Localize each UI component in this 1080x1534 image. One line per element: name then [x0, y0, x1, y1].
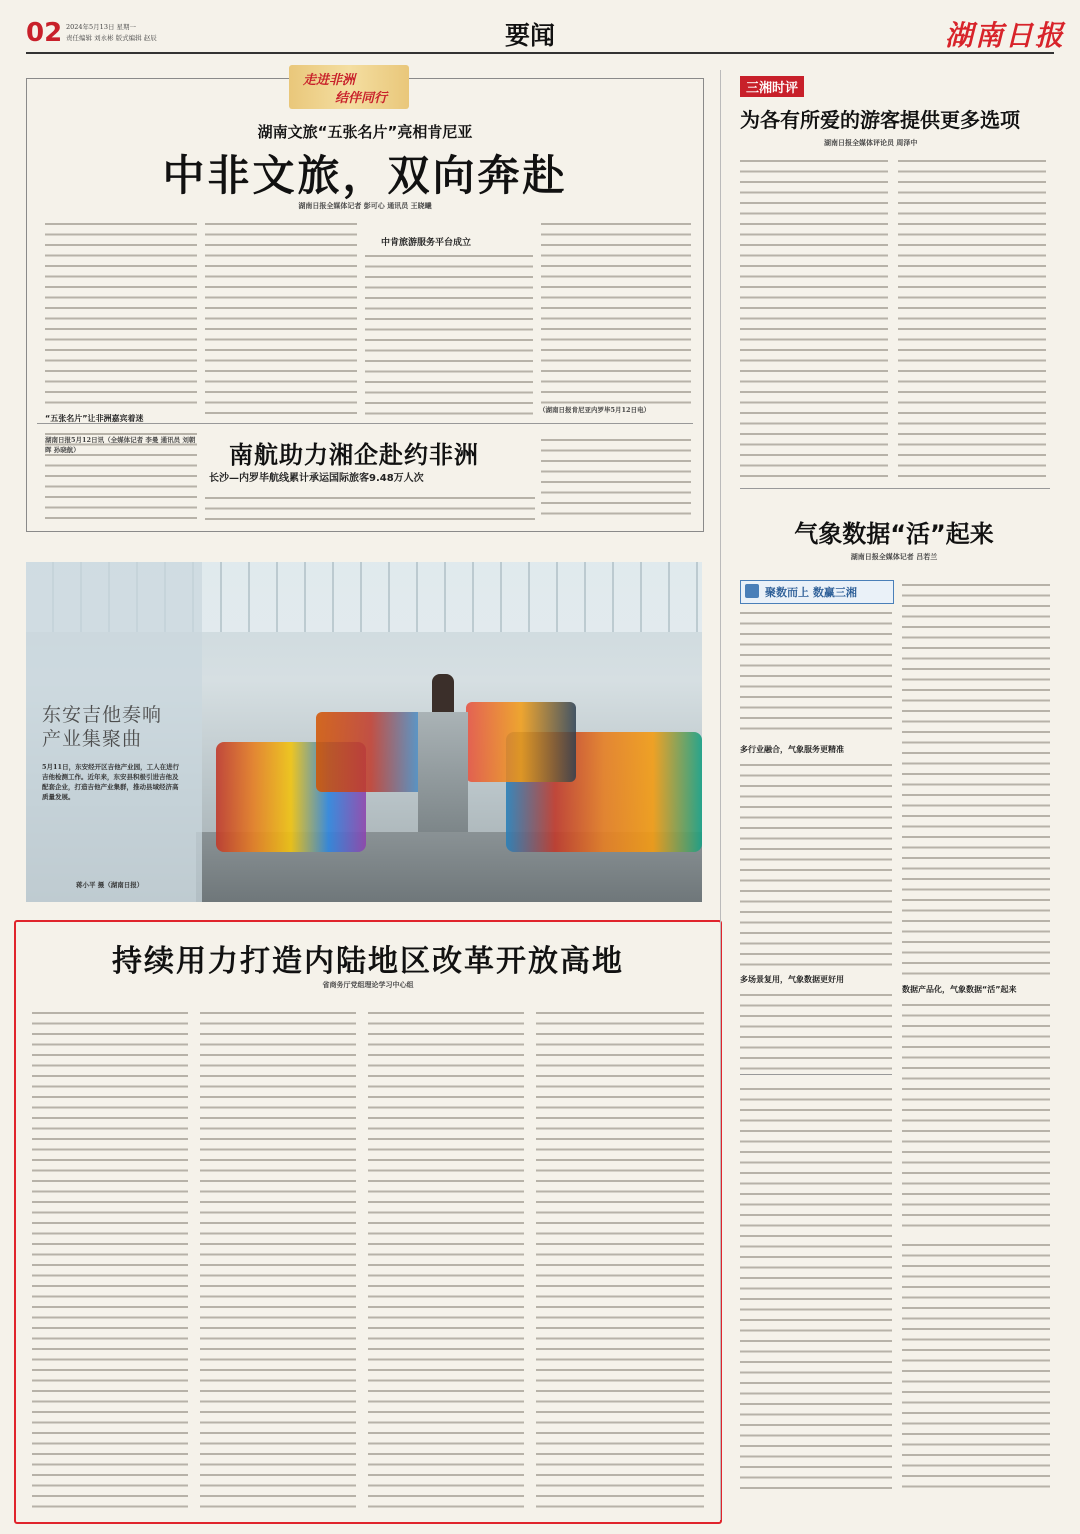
africa-col3-text — [365, 251, 533, 419]
weather-col3-text — [740, 1084, 892, 1494]
weather-col2-text-b — [902, 1000, 1050, 1230]
africa-col1-text — [45, 219, 197, 409]
airline-divider — [37, 423, 693, 424]
africa-byline: 湖南日报全媒体记者 彭可心 通讯员 王晓曦 — [298, 201, 432, 210]
commentary-badge: 三湘时评 — [740, 76, 804, 97]
airline-title: 南航助力湘企赴约非洲 — [229, 441, 479, 469]
date-line: 2024年5月13日 星期一 — [66, 23, 137, 31]
production-rack-center — [418, 712, 468, 832]
reform-col2-text — [200, 1008, 356, 1508]
africa-col2-text — [205, 219, 357, 419]
africa-subhead-2: 中肯旅游服务平台成立 — [381, 238, 472, 248]
weather-subhead-1: 多行业融合，气象服务更精准 — [740, 745, 844, 754]
page-number: 02 — [26, 18, 63, 48]
weather-article — [734, 504, 1054, 1514]
weather-title: 气象数据“活”起来 — [794, 520, 994, 548]
masthead — [0, 0, 1080, 56]
newspaper-logo: 湖南日报 — [945, 19, 1066, 52]
commentary-article — [734, 74, 1054, 494]
airline-col3-text — [541, 435, 691, 523]
guitar-credit: 蒋小平 摄（湖南日报） — [76, 881, 144, 889]
airline-subtitle: 长沙—内罗毕航线累计承运国际旅客9.48万人次 — [209, 473, 424, 484]
airline-dateline: 湖南日报5月12日讯（全媒体记者 李曼 通讯员 刘朝晖 孙晓航） — [45, 436, 196, 454]
commentary-bottom-rule — [740, 488, 1050, 489]
section-title: 要闻 — [505, 21, 556, 50]
weather-col1-text-a — [740, 608, 892, 738]
column-separator — [720, 70, 721, 1520]
africa-banner-line2: 结伴同行 — [335, 91, 388, 106]
reform-col4-text — [536, 1008, 704, 1508]
weather-col2-text-a — [902, 580, 1050, 980]
africa-banner — [289, 65, 409, 109]
reform-col3-text — [368, 1008, 524, 1508]
africa-kicker: 湖南文旅“五张名片”亮相肯尼亚 — [257, 123, 473, 141]
weather-col1-text-c — [740, 990, 892, 1070]
weather-subhead-2: 多场景复用，气象数据更好用 — [740, 975, 844, 984]
airline-col2-text — [205, 493, 535, 523]
africa-subhead-1: “五张名片”让非洲嘉宾着迷 — [45, 414, 144, 423]
commentary-col1-text — [740, 156, 888, 484]
guitar-caption: 5月11日，东安经开区吉他产业园，工人在进行吉他检测工作。近年来，东安县积极引进吉他及配套企业，打造吉他产业集群，推动县域经济高质量发展。 — [42, 763, 180, 801]
masthead-rule — [26, 52, 1054, 54]
africa-article — [26, 73, 704, 532]
africa-col4-text — [541, 219, 691, 404]
reform-title: 持续用力打造内陆地区改革开放高地 — [112, 944, 624, 979]
guitar-caption-panel — [26, 562, 202, 902]
airline-col1-text — [45, 471, 197, 523]
africa-title: 中非文旅，双向奔赴 — [162, 151, 568, 200]
commentary-col2-text — [898, 156, 1046, 484]
weather-subhead-3: 数据产品化，气象数据“活”起来 — [902, 985, 1017, 994]
weather-byline: 湖南日报全媒体记者 吕若兰 — [850, 552, 938, 561]
guitar-title-line2: 产业集聚曲 — [42, 728, 143, 750]
reform-byline: 省商务厅党组理论学习中心组 — [322, 980, 414, 989]
weather-tag-label: 聚数而上 数赢三湘 — [765, 586, 857, 599]
africa-footer: （湖南日报肯尼亚内罗毕5月12日电） — [539, 406, 651, 414]
guitar-photo — [26, 562, 702, 902]
guitar-title-line1: 东安吉他奏响 — [42, 704, 163, 726]
weather-col1-text-b — [740, 760, 892, 970]
reform-article — [14, 920, 722, 1524]
reform-col1-text — [32, 1008, 188, 1508]
commentary-title: 为各有所爱的游客提供更多选项 — [740, 108, 1020, 132]
commentary-byline: 湖南日报全媒体评论员 周泽中 — [824, 138, 918, 147]
weather-bottom-rule — [740, 1074, 892, 1075]
weather-column-tag — [740, 580, 894, 604]
editors-line: 责任编辑 刘永彬 版式编辑 赵辰 — [66, 34, 157, 42]
africa-banner-line1: 走进非洲 — [303, 73, 356, 88]
guitar-row-right-back — [466, 702, 576, 782]
weather-tag-icon — [745, 584, 759, 598]
weather-col4-text — [902, 1240, 1050, 1494]
guitar-row-left-back — [316, 712, 426, 792]
